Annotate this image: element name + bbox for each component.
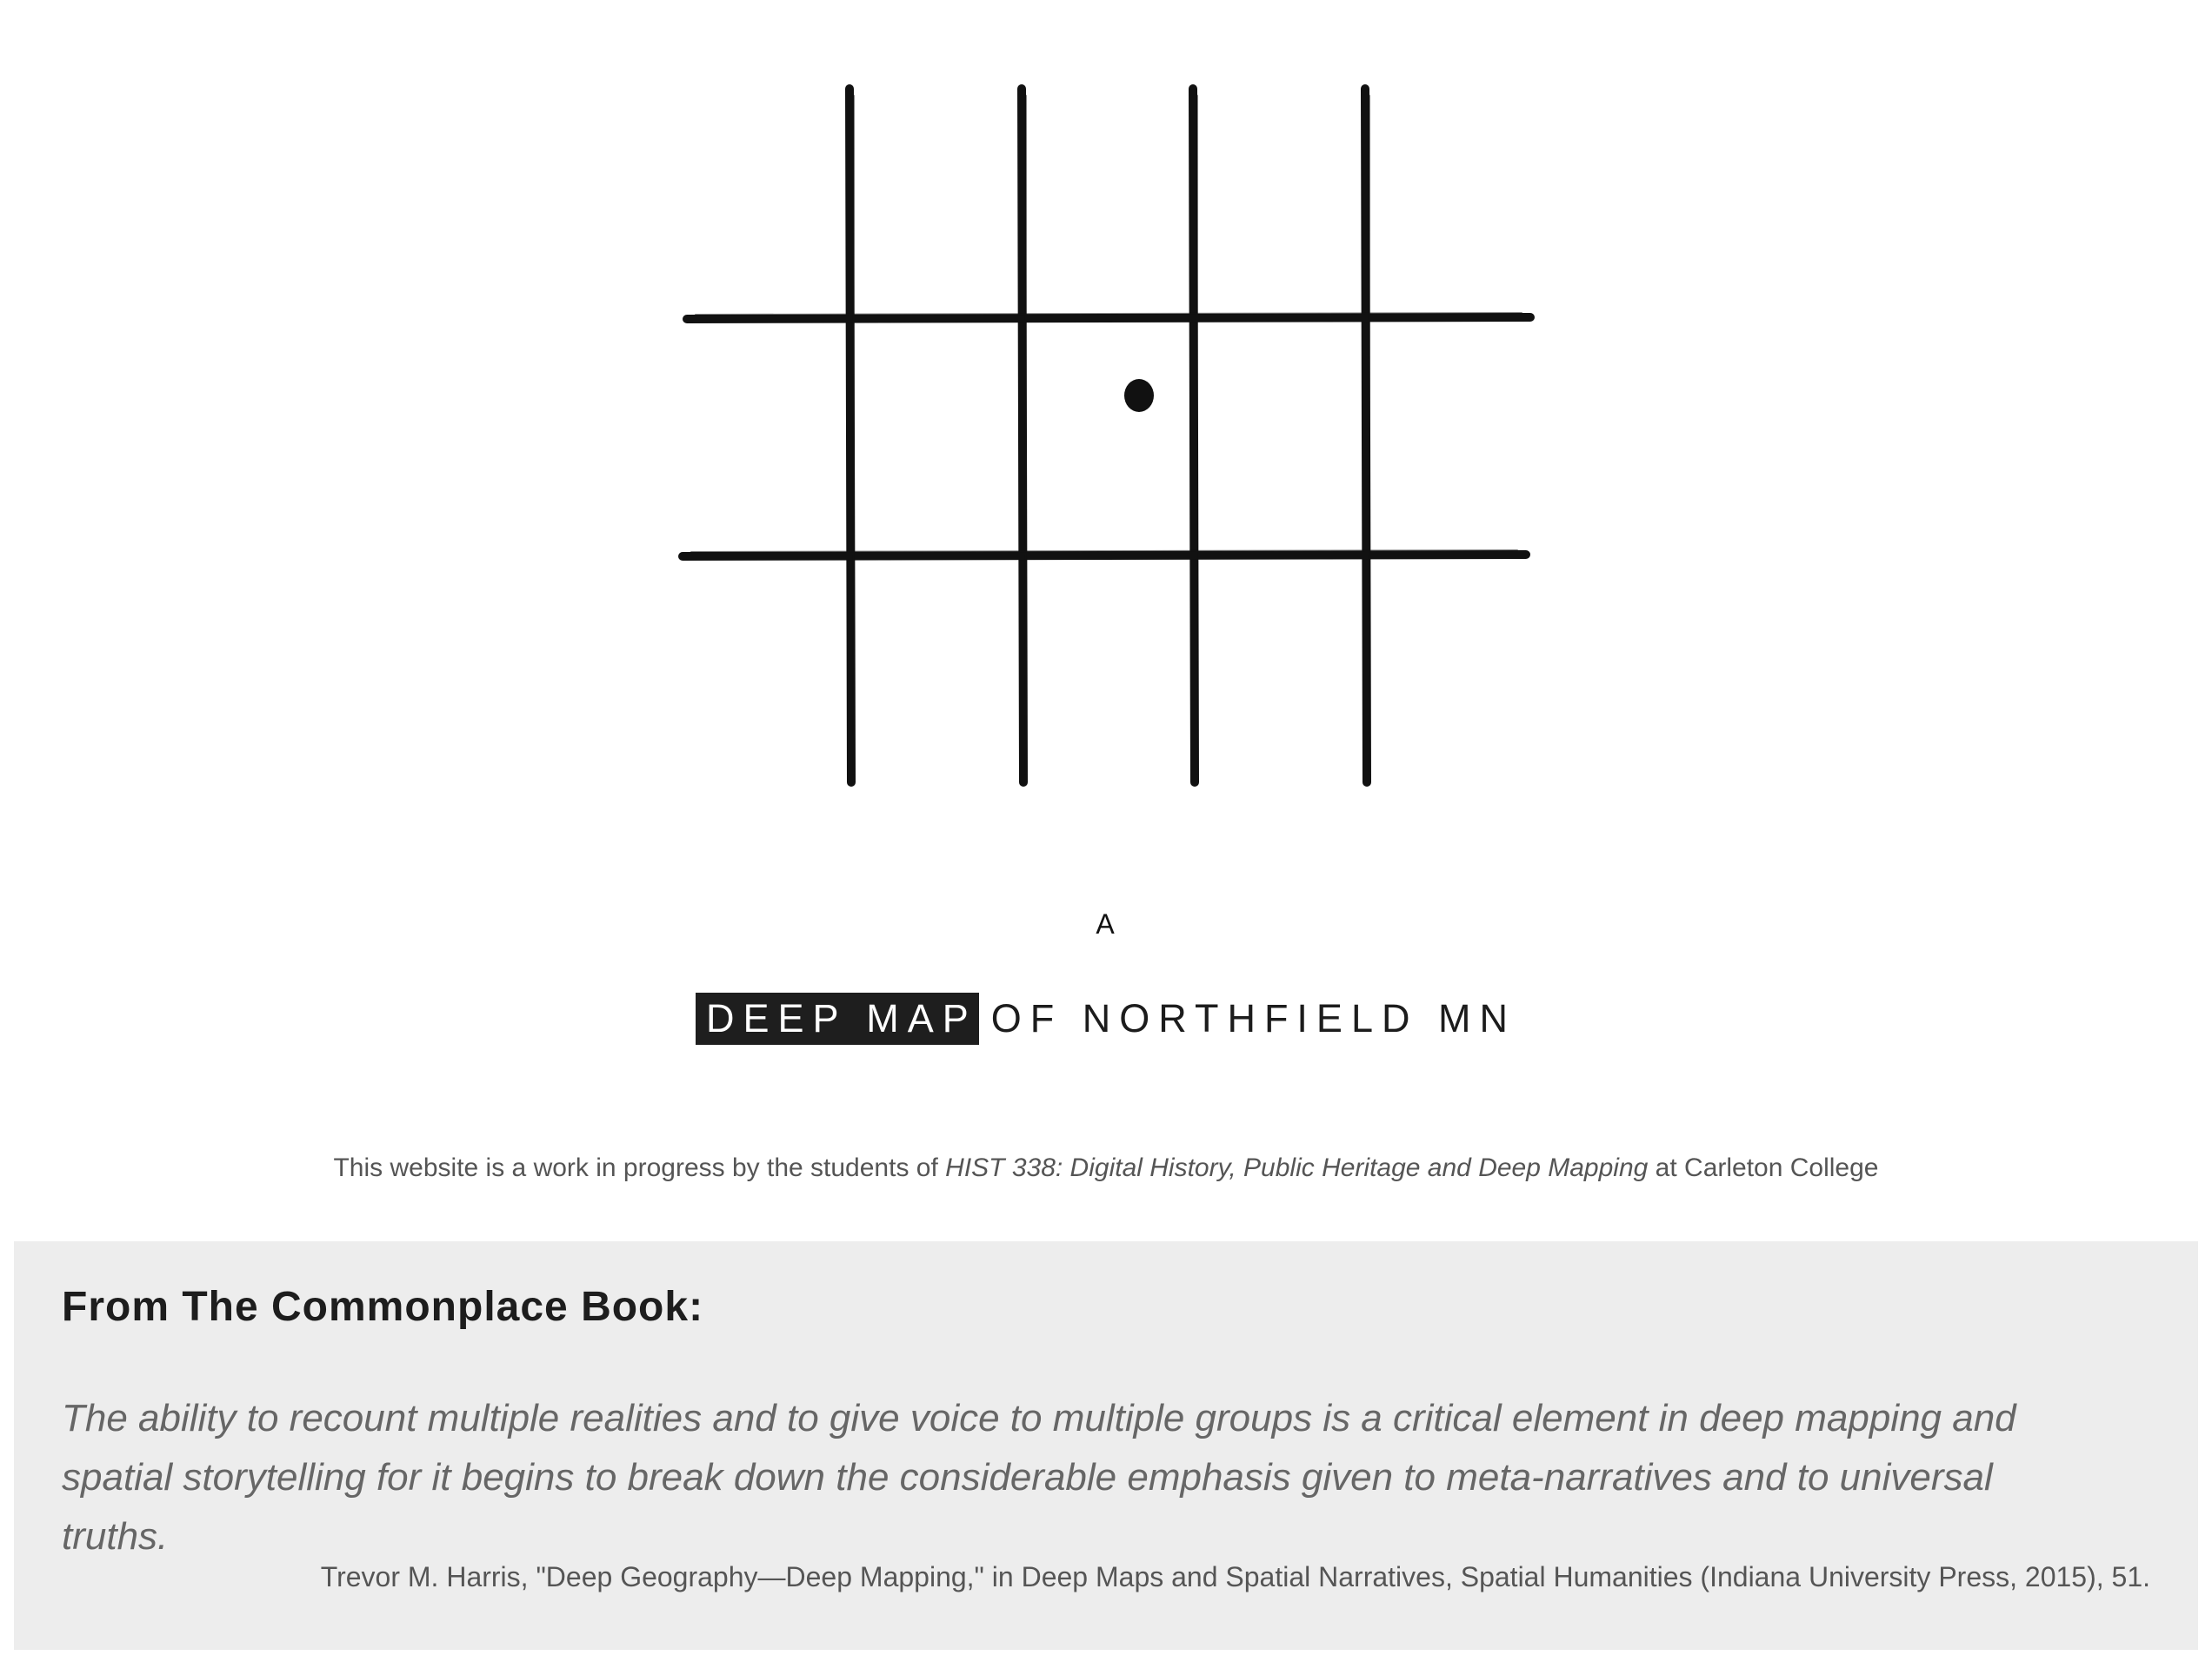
logo-dot: [1124, 379, 1154, 412]
title-highlight: DEEP MAP: [696, 993, 979, 1045]
credit-prefix: This website is a work in progress by the students of: [333, 1153, 938, 1182]
logo-vertical-line: [1365, 89, 1367, 782]
course-name: HIST 338: Digital History, Public Heritage and Deep Mapping: [945, 1153, 1649, 1182]
logo-horizontal-line: [683, 555, 1526, 556]
logo-vertical-line: [1022, 89, 1023, 782]
title-article: A: [1096, 908, 1116, 940]
site-logo: [670, 78, 1539, 791]
commonplace-quote: The ability to recount multiple realities and to give voice to multiple groups is a critical element in deep mapping and spatial storytelling for it begins to break down the considerable emphasis given to meta-narratives and to universal truths.: [62, 1397, 2016, 1558]
logo-horizontal-line: [687, 317, 1530, 319]
commonplace-heading: From The Commonplace Book:: [62, 1284, 704, 1330]
logo-vertical-line: [849, 89, 851, 782]
grid-with-dot-icon: [670, 78, 1539, 791]
site-credit: [0, 1153, 2212, 1183]
logo-vertical-line: [1193, 89, 1195, 782]
commonplace-citation: Trevor M. Harris, "Deep Geography—Deep Mapping," in Deep Maps and Spatial Narratives, Spatial Humanities (Indiana University Press, 2015), 51.: [320, 1561, 2150, 1592]
credit-suffix: at Carleton College: [1655, 1153, 1879, 1182]
commonplace-quote-box: [14, 1241, 2198, 1650]
title-rest: OF NORTHFIELD MN: [990, 996, 1516, 1040]
page-title: [0, 993, 2212, 1045]
